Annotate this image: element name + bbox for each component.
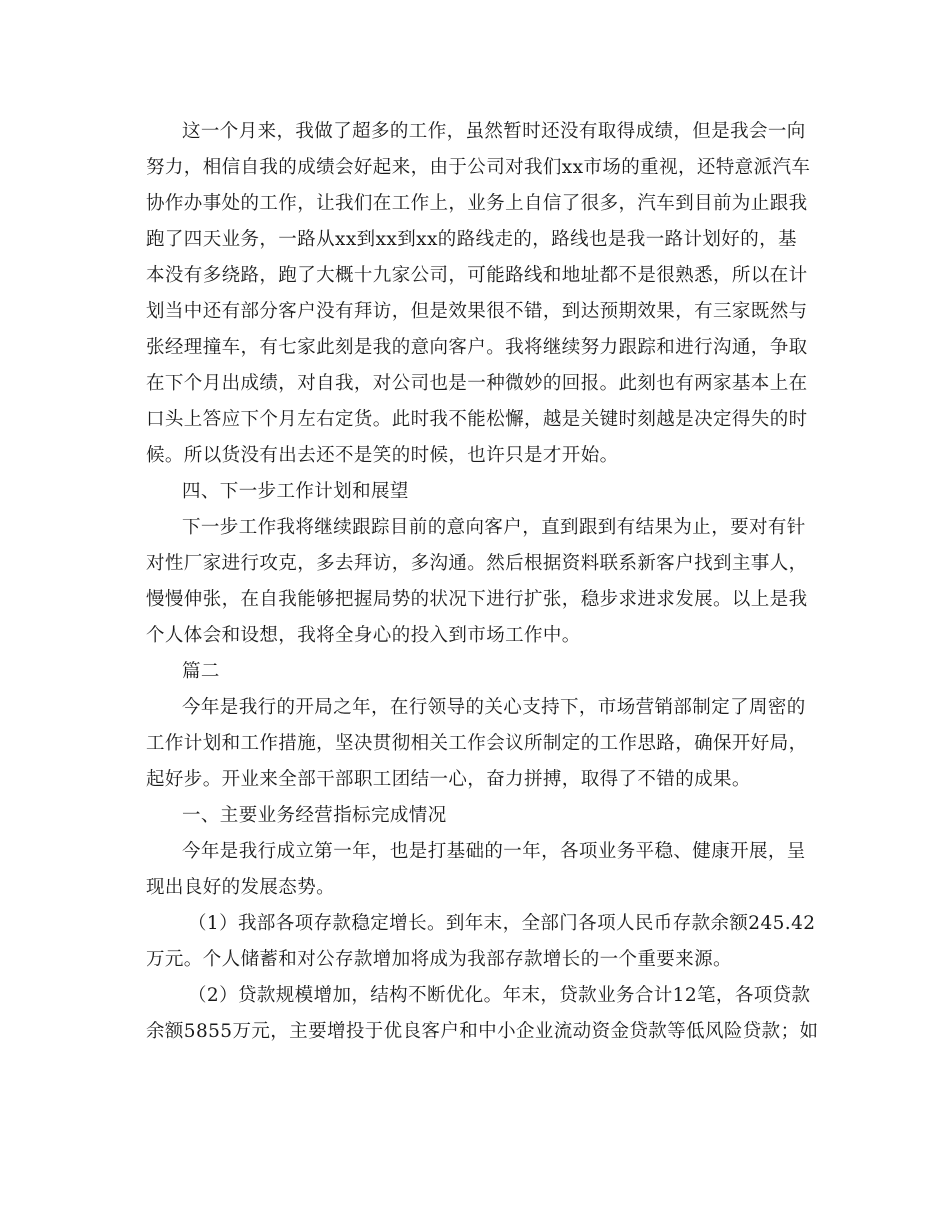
paragraph-line: 努力，相信自我的成绩会好起来，由于公司对我们xx市场的重视，还特意派汽车 [146, 157, 811, 178]
paragraph-line: 本没有多绕路，跑了大概十九家公司，可能路线和地址都不是很熟悉，所以在计 [146, 265, 808, 286]
paragraph-line: 起好步。开业来全部干部职工团结一心，奋力拼搏，取得了不错的成果。 [146, 769, 751, 790]
paragraph-line: 协作办事处的工作，让我们在工作上，业务上自信了很多，汽车到目前为止跟我 [146, 193, 808, 214]
paragraph-line: 余额5855万元，主要增投于优良客户和中小企业流动资金贷款等低风险贷款；如 [146, 1021, 819, 1042]
paragraph-line: 万元。个人储蓄和对公存款增加将成为我部存款增长的一个重要来源。 [146, 949, 732, 970]
paragraph-line: 张经理撞车，有七家此刻是我的意向客户。我将继续努力跟踪和进行沟通，争取 [146, 337, 808, 358]
section-heading: 四、下一步工作计划和展望 [182, 481, 409, 502]
paragraph-line: 在下个月出成绩，对自我，对公司也是一种微妙的回报。此刻也有两家基本上在 [146, 373, 808, 394]
paragraph-line: 这一个月来，我做了超多的工作，虽然暂时还没有取得成绩，但是我会一向 [182, 121, 806, 142]
paragraph-line: 口头上答应下个月左右定货。此时我不能松懈，越是关键时刻越是决定得失的时 [146, 409, 808, 430]
paragraph-line: 慢慢伸张，在自我能够把握局势的状况下进行扩张，稳步求进求发展。以上是我 [146, 589, 808, 610]
paragraph-line: 下一步工作我将继续跟踪目前的意向客户，直到跟到有结果为止，要对有针 [182, 517, 806, 538]
paragraph-line: 划当中还有部分客户没有拜访，但是效果很不错，到达预期效果，有三家既然与 [146, 301, 808, 322]
paragraph-line: 现出良好的发展态势。 [146, 877, 336, 898]
paragraph-line: 今年是我行成立第一年，也是打基础的一年，各项业务平稳、健康开展，呈 [182, 841, 806, 862]
section-heading: 一、主要业务经营指标完成情况 [182, 805, 447, 826]
paragraph-line: 候。所以货没有出去还不是笑的时候，也许只是才开始。 [146, 445, 619, 466]
paragraph-line: （1）我部各项存款稳定增长。到年末，全部门各项人民币存款余额245.42 [188, 913, 816, 934]
paragraph-line: 对性厂家进行攻克，多去拜访，多沟通。然后根据资料联系新客户找到主事人， [146, 553, 808, 574]
paragraph-line: （2）贷款规模增加，结构不断优化。年末，贷款业务合计12笔，各项贷款 [188, 985, 811, 1006]
paragraph-line: 个人体会和设想，我将全身心的投入到市场工作中。 [146, 625, 581, 646]
paragraph-line: 工作计划和工作措施，坚决贯彻相关工作会议所制定的工作思路，确保开好局， [146, 733, 808, 754]
paragraph-line: 跑了四天业务，一路从xx到xx到xx的路线走的，路线也是我一路计划好的，基 [146, 229, 797, 250]
section-heading: 篇二 [182, 661, 220, 682]
paragraph-line: 今年是我行的开局之年，在行领导的关心支持下，市场营销部制定了周密的 [182, 697, 806, 718]
